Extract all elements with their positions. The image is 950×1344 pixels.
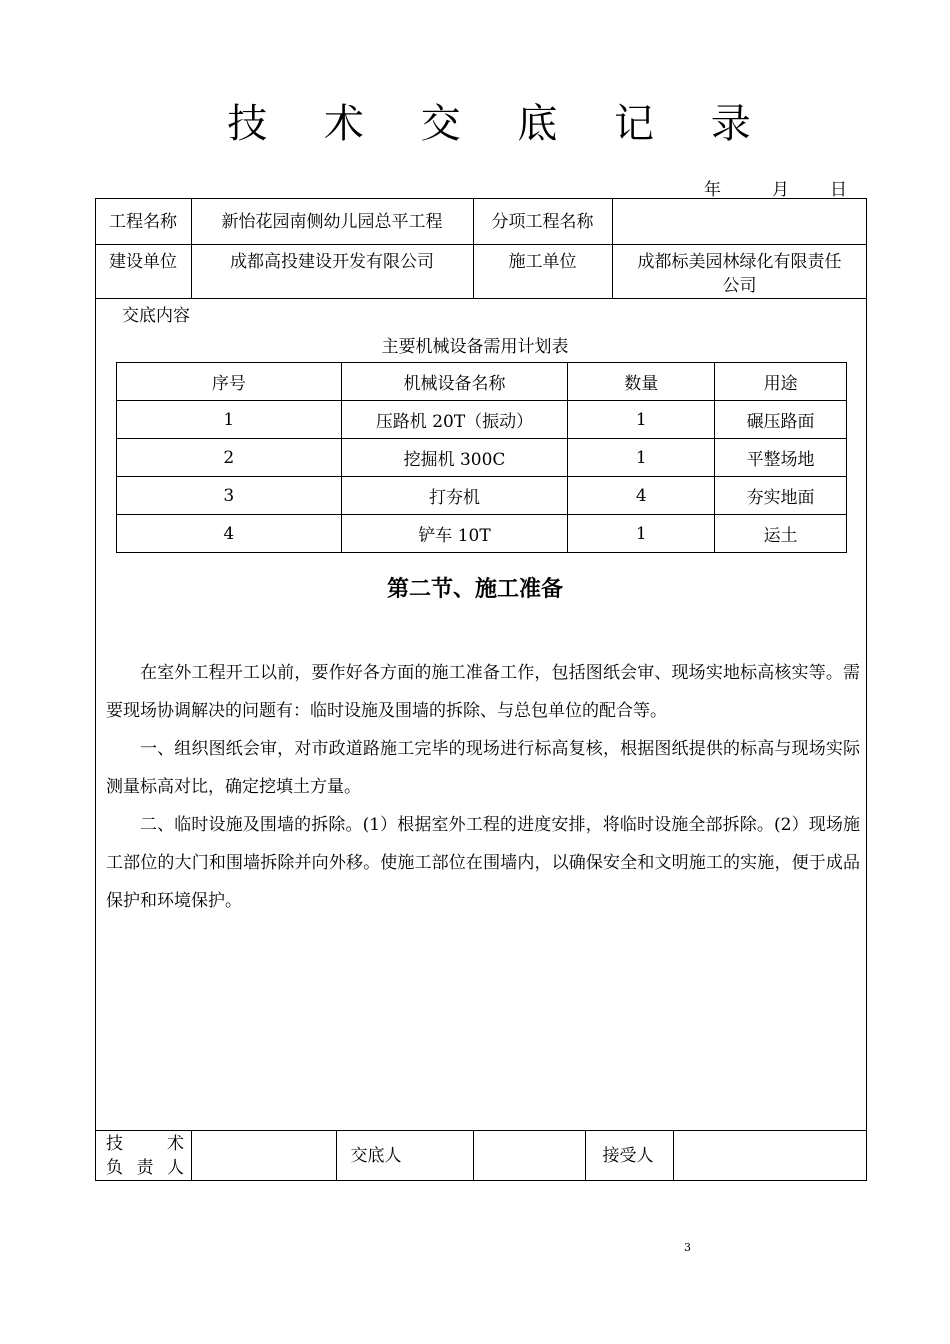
date-month: 月 — [772, 180, 789, 200]
presenter-label: 交底人 — [350, 1146, 402, 1166]
paragraph: 二、临时设施及围墙的拆除。(1）根据室外工程的进度安排，将临时设施全部拆除。(2）现场施工部位的大门和围墙拆除并向外移。使施工部位在围墙内，以确保安全和文明施工的实施，便于成品保护和环境保护。 — [106, 815, 860, 911]
date-year: 年 — [704, 180, 721, 200]
sub-project-label: 分项工程名称 — [491, 212, 594, 232]
tech-lead-label-line1: 技术 — [106, 1134, 184, 1154]
column-header: 用途 — [715, 363, 847, 401]
header-row-divider — [95, 244, 867, 245]
table-cell: 2 — [117, 439, 342, 477]
equipment-table-title: 主要机械设备需用计划表 — [381, 337, 569, 357]
contractor-value — [612, 250, 867, 298]
signature-row-divider — [95, 1130, 867, 1131]
client-value: 成都高投建设开发有限公司 — [230, 252, 434, 272]
page-number: 3 — [684, 1241, 691, 1254]
header-bottom-divider — [95, 298, 867, 299]
section-title: 第二节、施工准备 — [386, 576, 563, 602]
table-cell: 压路机 20T（振动） — [341, 401, 568, 439]
table-cell: 1 — [568, 401, 715, 439]
table-row — [117, 515, 847, 553]
client-label: 建设单位 — [109, 252, 177, 272]
signature-col-divider-1 — [191, 1130, 192, 1181]
table-row — [117, 439, 847, 477]
column-header: 机械设备名称 — [341, 363, 568, 401]
table-cell: 4 — [568, 477, 715, 515]
table-cell: 打夯机 — [341, 477, 568, 515]
paragraph: 一、组织图纸会审，对市政道路施工完毕的现场进行标高复核，根据图纸提供的标高与现场实际测量标高对比，确定挖填土方量。 — [106, 739, 860, 797]
document-title: 技 术 交 底 记 录 — [227, 101, 773, 147]
date-day: 日 — [830, 180, 847, 200]
signature-col-divider-5 — [673, 1130, 674, 1181]
project-name-value: 新怡花园南侧幼儿园总平工程 — [221, 212, 443, 232]
body-text — [106, 654, 860, 920]
receiver-label: 接受人 — [602, 1146, 654, 1166]
signature-col-divider-3 — [473, 1130, 474, 1181]
table-cell: 1 — [568, 515, 715, 553]
tech-lead-label-line2: 负责人 — [106, 1158, 184, 1178]
table-cell: 平整场地 — [715, 439, 847, 477]
paragraph: 在室外工程开工以前，要作好各方面的施工准备工作，包括图纸会审、现场实地标高核实等。需要现场协调解决的问题有：临时设施及围墙的拆除、与总包单位的配合等。 — [106, 663, 860, 721]
date-line — [704, 175, 854, 199]
contractor-value-line1: 成都标美园林绿化有限责任 — [637, 252, 842, 272]
table-cell: 挖掘机 300C — [341, 439, 568, 477]
equipment-table — [116, 362, 847, 553]
table-cell: 4 — [117, 515, 342, 553]
table-cell: 铲车 10T — [341, 515, 568, 553]
contractor-value-line2: 公司 — [722, 276, 757, 296]
table-cell: 碾压路面 — [715, 401, 847, 439]
table-cell: 3 — [117, 477, 342, 515]
equipment-table-header — [117, 363, 847, 401]
table-cell: 夯实地面 — [715, 477, 847, 515]
content-label: 交底内容 — [122, 306, 190, 326]
project-name-label: 工程名称 — [109, 212, 177, 232]
tech-lead-label — [106, 1132, 184, 1180]
contractor-label: 施工单位 — [508, 252, 577, 272]
column-header: 数量 — [568, 363, 715, 401]
column-header: 序号 — [117, 363, 342, 401]
table-row — [117, 477, 847, 515]
table-cell: 1 — [117, 401, 342, 439]
table-cell: 运土 — [715, 515, 847, 553]
table-cell: 1 — [568, 439, 715, 477]
table-row — [117, 401, 847, 439]
